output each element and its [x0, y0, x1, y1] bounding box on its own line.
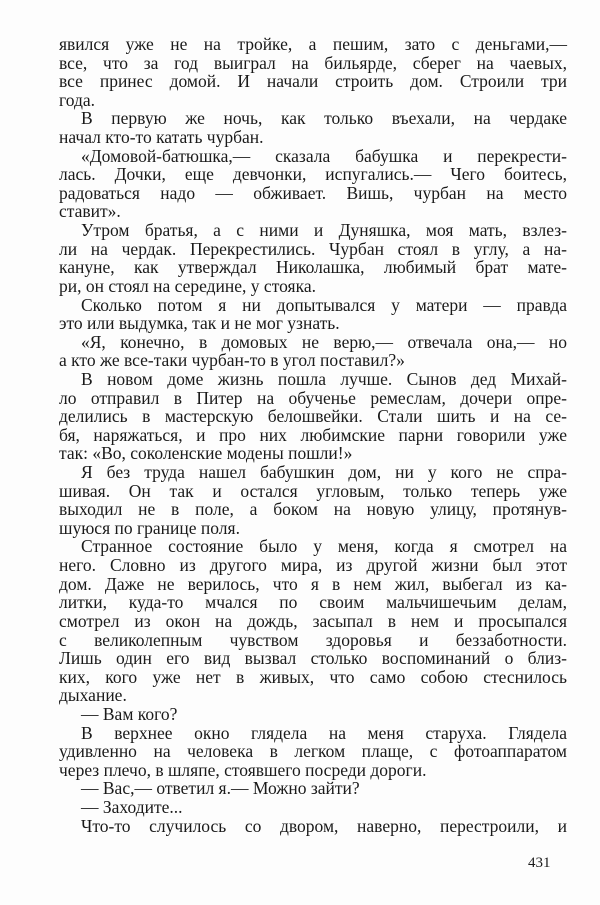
- text-line: дыхание.: [59, 685, 127, 706]
- text-line: лась. Дочки, еще девчонки, испугались.— Чего боитесь,: [59, 164, 567, 185]
- text-line: через плечо, в шляпе, стоявшего посреди дороги.: [59, 759, 427, 780]
- text-line: — Заходите...: [81, 796, 183, 817]
- text-line: «Я, конечно, в домовых не верю,— отвечала она,— но: [81, 331, 567, 352]
- text-line: шивая. Он так и остался угловым, только теперь уже: [59, 480, 567, 501]
- text-line: Странное состояние было у меня, когда я смотрел на: [81, 536, 567, 557]
- text-line: года.: [59, 89, 96, 110]
- text-line: Что-то случилось со двором, наверно, перестроили, и: [81, 815, 567, 836]
- text-line: «Домовой-батюшка,— сказала бабушка и перекрести-: [81, 145, 567, 166]
- text-line: шуюся по границе поля.: [59, 517, 240, 538]
- text-line: все, что за год выиграл на бильярде, сберег на чаевых,: [59, 52, 567, 73]
- text-line: начал кто-то катать чурбан.: [59, 127, 264, 148]
- text-line: это или выдумка, так и не мог узнать.: [59, 313, 340, 334]
- text-line: ли на чердак. Перекрестились. Чурбан стоял в углу, а на-: [59, 238, 567, 259]
- text-line: делились в мастерскую белошвейки. Стали шить и на се-: [59, 406, 567, 427]
- text-line: — Вам кого?: [81, 703, 178, 724]
- text-line: ри, он стоял на середине, у стояка.: [59, 275, 316, 296]
- text-line: с великолепным чувством здоровья и беззаботности.: [59, 629, 567, 650]
- text-line: Утром братья, а с ними и Дуняшка, моя мать, взлез-: [81, 220, 567, 241]
- text-line: выходил не в поле, а боком на новую улицу, протянув-: [59, 499, 567, 520]
- text-line: бя, наряжаться, и про них любимские парни говорили уже: [59, 424, 567, 445]
- text-line: Лишь один его вид вызвал столько воспоминаний о близ-: [59, 648, 567, 669]
- text-line: В первую же ночь, как только въехали, на чердаке: [81, 108, 567, 129]
- text-line: дом. Даже не верилось, что я в нем жил, выбегал из ка-: [59, 573, 567, 594]
- page-number: 431: [528, 855, 551, 871]
- text-line: В новом доме жизнь пошла лучше. Сынов дед Михай-: [81, 368, 567, 389]
- text-line: ких, кого уже нет в живых, что само собою стеснилось: [59, 666, 567, 687]
- text-line: литки, куда-то мчался по своим мальчишечьим делам,: [59, 592, 567, 613]
- text-line: него. Словно из другого мира, из другой жизни был этот: [59, 555, 567, 576]
- text-line: радоваться надо — обживает. Вишь, чурбан на место: [59, 182, 567, 203]
- text-line: а кто же все-таки чурбан-то в угол поставил?»: [59, 350, 405, 371]
- text-line: удивленно на человека в легком плаще, с фотоаппаратом: [59, 741, 567, 762]
- text-line: Сколько потом я ни допытывался у матери — правда: [81, 294, 567, 315]
- text-line: Я без труда нашел бабушкин дом, ни у кого не спра-: [81, 462, 567, 483]
- text-line: — Вас,— ответил я.— Можно зайти?: [81, 778, 360, 799]
- text-line: все принес домой. И начали строить дом. Строили три: [59, 71, 567, 92]
- text-line: ставит».: [59, 201, 121, 222]
- text-line: смотрел из окон на дождь, засыпал в нем и просыпался: [59, 610, 567, 631]
- text-line: В верхнее окно глядела на меня старуха. Глядела: [81, 722, 567, 743]
- body-text: [59, 35, 567, 835]
- text-line: кануне, как утверждал Николашка, любимый брат мате-: [59, 257, 567, 278]
- text-line: так: «Во, соколенские модены пошли!»: [59, 443, 353, 464]
- text-line: ло отправил в Питер на обученье ремеслам, дочери опре-: [59, 387, 567, 408]
- text-line: явился уже не на тройке, а пешим, зато с деньгами,—: [59, 34, 567, 54]
